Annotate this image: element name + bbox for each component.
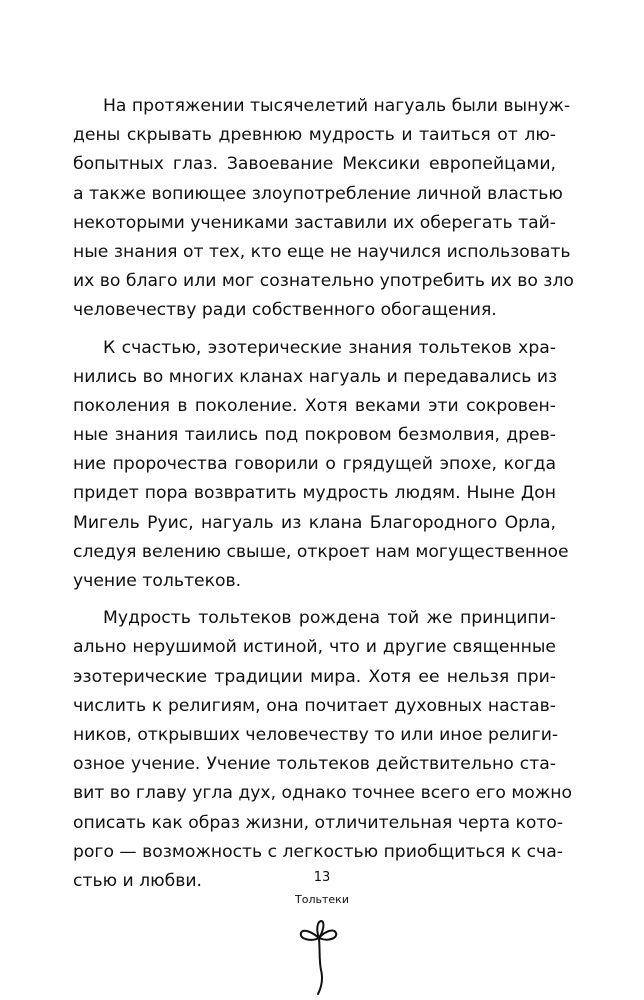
page-number: 13: [313, 870, 331, 885]
body-text: [73, 92, 574, 904]
paragraph-3: [73, 604, 573, 896]
text-line: поколения в поколение. Хотя веками эти сокровен-: [73, 395, 556, 416]
text-line: стью и любви.: [73, 870, 202, 891]
text-line: нились во многих кланах нагуаль и передавались из: [73, 366, 558, 387]
paragraph-1: [73, 92, 574, 326]
text-line: придет пора возвратить мудрость людям. Ныне Дон: [73, 483, 556, 504]
text-line: числить к религиям, она почитает духовных настав-: [73, 695, 556, 716]
text-line: Мигель Руис, нагуаль из клана Благородного Орла,: [73, 512, 556, 533]
running-title: Тольтеки: [295, 893, 349, 906]
text-line: На протяжении тысячелетий нагуаль были вынуж-: [103, 96, 571, 116]
text-line: К счастью, эзотерические знания тольтеков хра-: [103, 337, 556, 358]
text-line: вит во главу угла дух, однако точнее всего его можно: [73, 783, 573, 804]
flower-ornament-icon: [297, 918, 343, 1000]
text-line: озное учение. Учение тольтеков действительно ста-: [73, 754, 556, 775]
text-line: их во благо или мог сознательно употребить их во зло: [73, 271, 574, 292]
paragraph-2: [73, 334, 569, 597]
text-line: следуя велению свыше, откроет нам могущественное: [73, 541, 569, 562]
text-line: Мудрость тольтеков рождена той же принципи-: [103, 608, 556, 629]
text-line: ные знания от тех, кто еще не научился использовать: [73, 241, 571, 262]
text-line: описать как образ жизни, отличительная черта кото-: [73, 812, 564, 833]
text-line: эзотерические традиции мира. Хотя ее нельзя при-: [73, 666, 556, 687]
text-line: ние пророчества говорили о грядущей эпохе, когда: [73, 454, 556, 475]
text-line: ников, открывших человечеству то или иное религи-: [73, 724, 559, 745]
text-line: дены скрывать древнюю мудрость и таиться от лю-: [73, 125, 556, 146]
text-line: ные знания таились под покровом безмолвия, древ-: [73, 425, 556, 446]
text-line: некоторыми учениками заставили их оберегать тай-: [73, 212, 556, 233]
text-line: учение тольтеков.: [73, 571, 242, 591]
text-line: рого — возможность с легкостью приобщиться к сча-: [73, 841, 563, 862]
text-line: а также вопиющее злоупотребление личной властью: [73, 183, 563, 204]
text-line: человечеству ради собственного обогащения.: [73, 300, 497, 321]
text-line: ально нерушимой истиной, что и другие священные: [73, 637, 556, 658]
text-line: бопытных глаз. Завоевание Мексики европейцами,: [73, 154, 556, 175]
